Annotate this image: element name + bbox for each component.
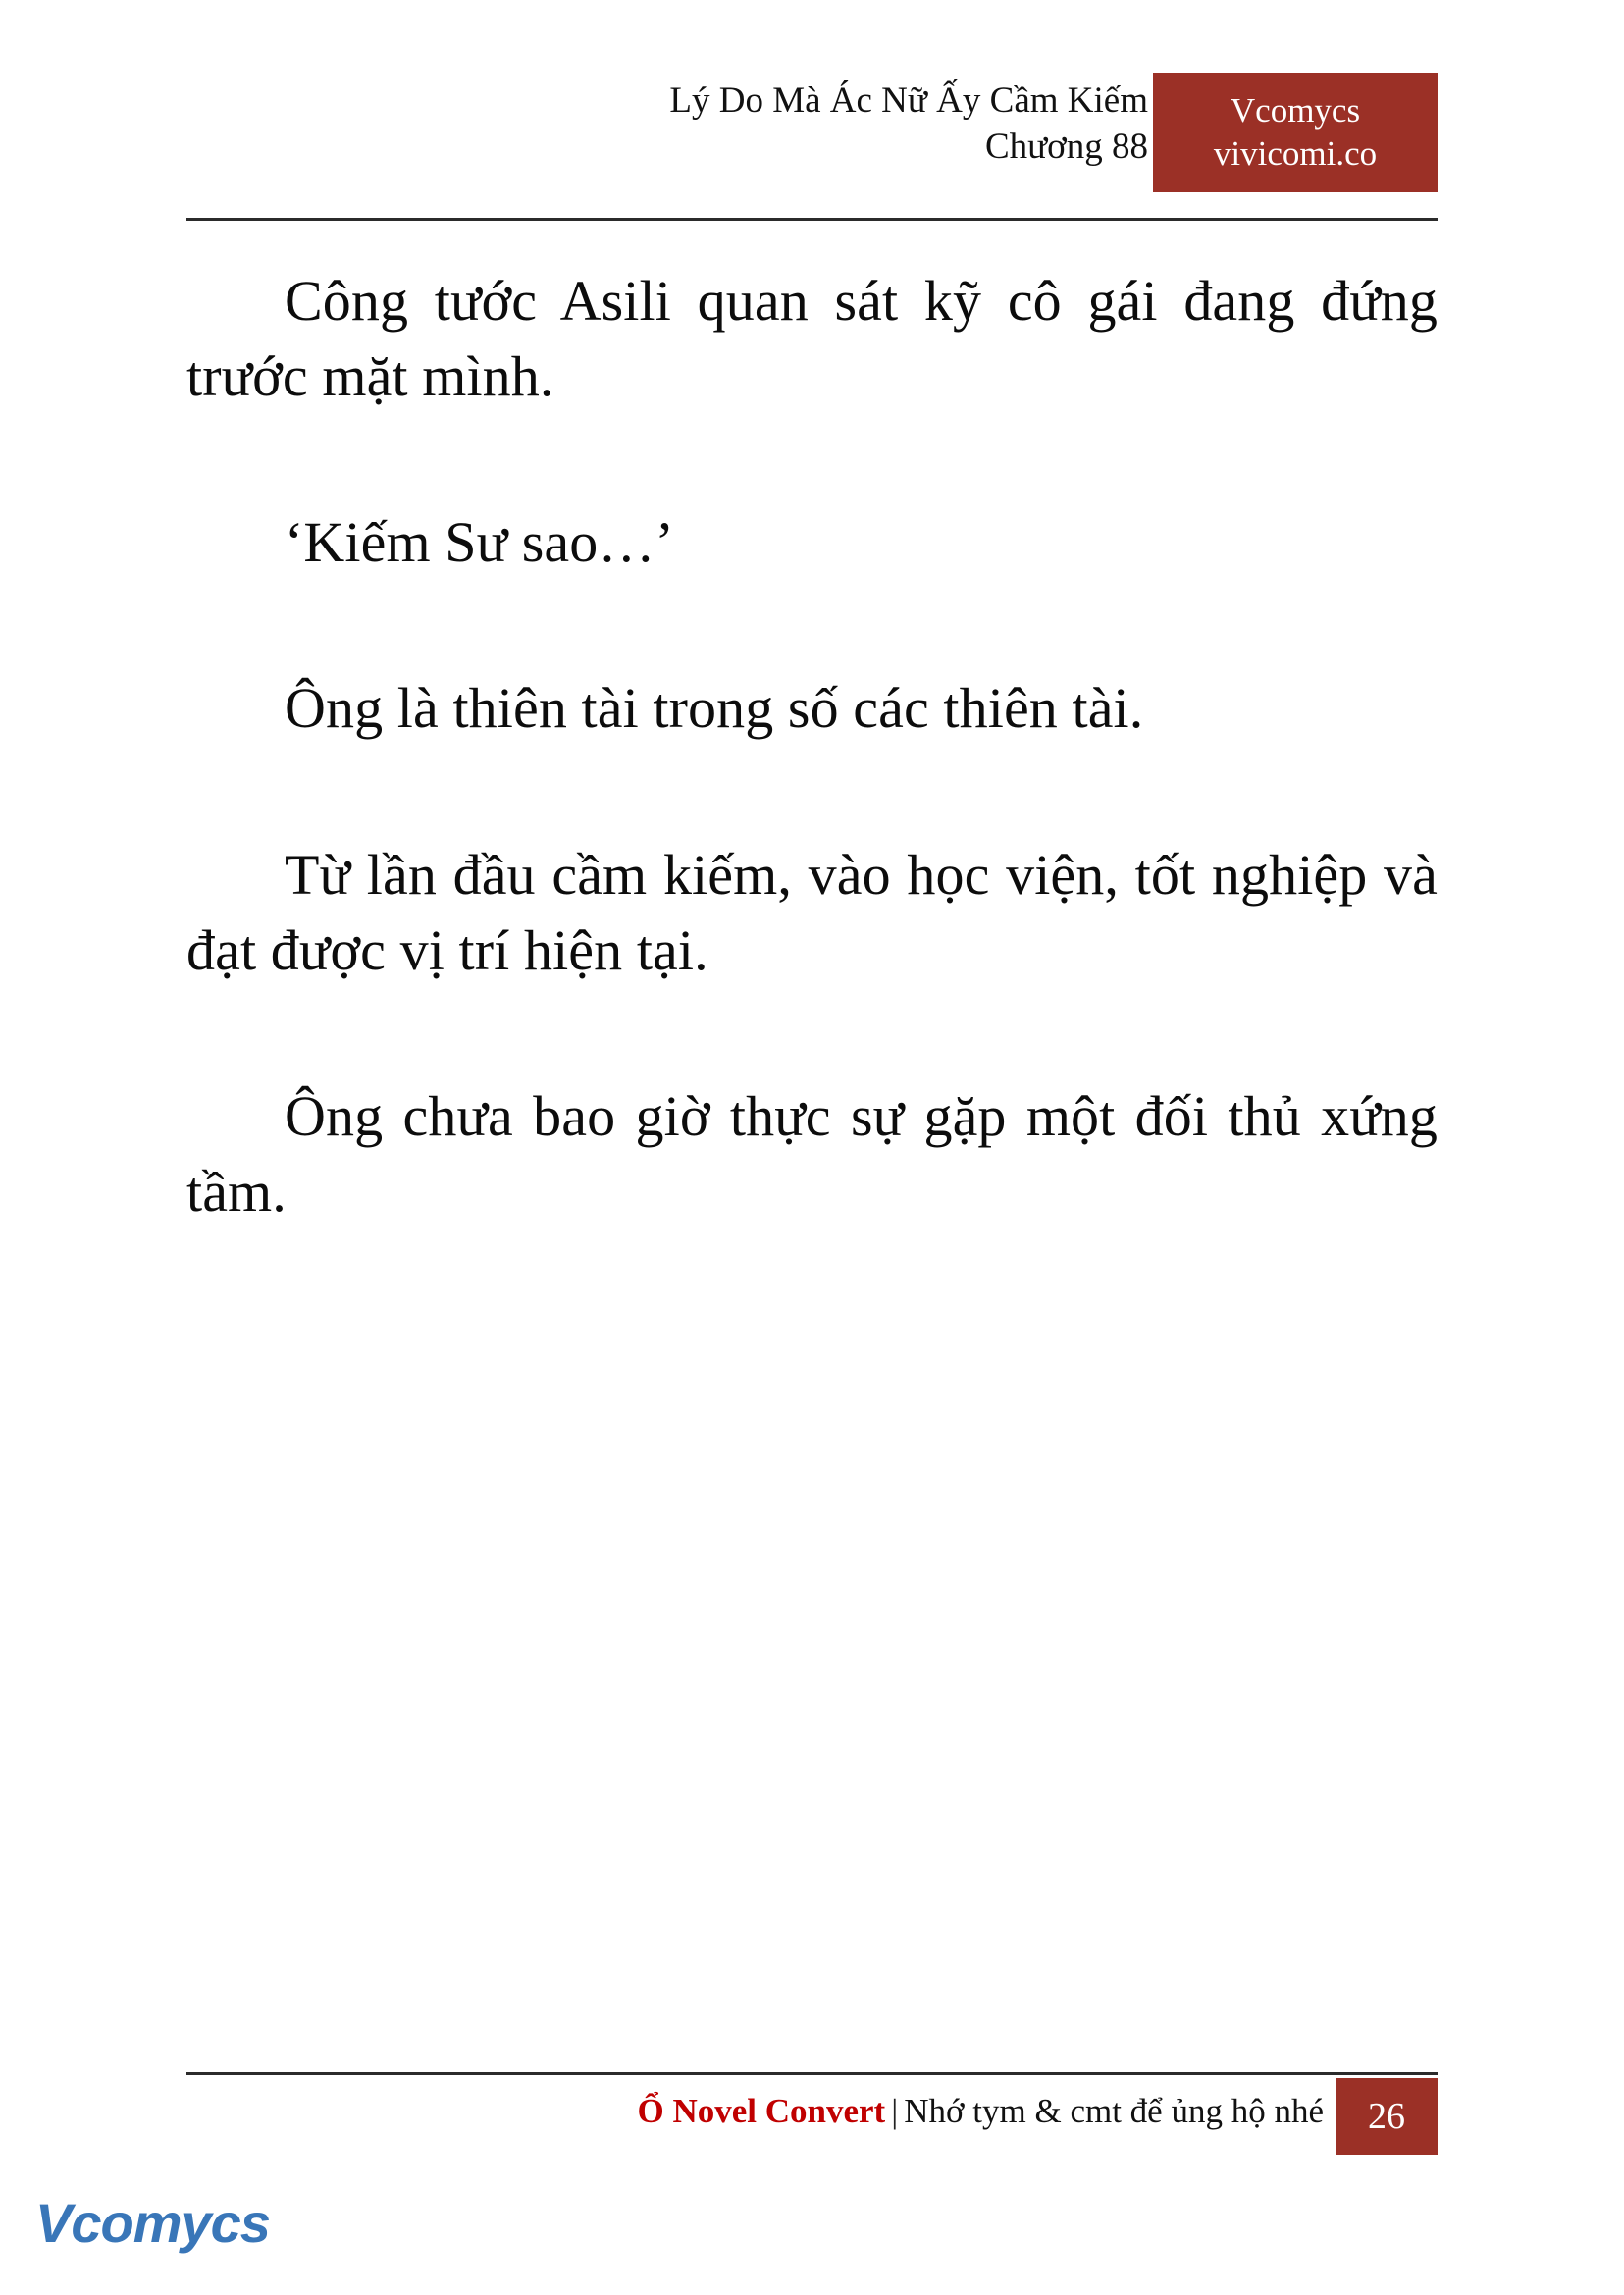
site-badge-line2: vivicomi.co xyxy=(1213,134,1378,173)
watermark-label: Vcomycs xyxy=(35,2192,270,2254)
paragraph: Ông là thiên tài trong số các thiên tài. xyxy=(285,676,1144,741)
footer-credit xyxy=(637,2092,1324,2131)
footer-divider xyxy=(186,2072,1438,2075)
novel-title: Lý Do Mà Ác Nữ Ấy Cầm Kiếm xyxy=(669,80,1148,121)
page-header xyxy=(186,78,1438,206)
header-divider xyxy=(186,218,1438,221)
site-badge xyxy=(1153,73,1438,192)
header-title-block xyxy=(669,78,1148,170)
chapter-label: Chương 88 xyxy=(984,126,1148,167)
footer-separator: | xyxy=(891,2092,899,2130)
page-content xyxy=(186,263,1438,1229)
paragraph: ‘Kiếm Sư sao…’ xyxy=(285,510,674,575)
footer-note: Nhớ tym & cmt để ủng hộ nhé xyxy=(904,2092,1324,2130)
site-badge-line1: Vcomycs xyxy=(1230,91,1361,130)
paragraph: Công tước Asili quan sát kỹ cô gái đang đứng trước mặt mình. xyxy=(186,269,1438,409)
vcomycs-watermark-logo xyxy=(35,2181,270,2266)
page-footer xyxy=(186,2084,1438,2157)
footer-brand: Ổ Novel Convert xyxy=(637,2092,886,2130)
paragraph: Ông chưa bao giờ thực sự gặp một đối thủ xứng tầm. xyxy=(186,1083,1438,1224)
page-number-badge: 26 xyxy=(1336,2078,1438,2155)
paragraph: Từ lần đầu cầm kiếm, vào học viện, tốt nghiệp và đạt được vị trí hiện tại. xyxy=(186,842,1438,982)
